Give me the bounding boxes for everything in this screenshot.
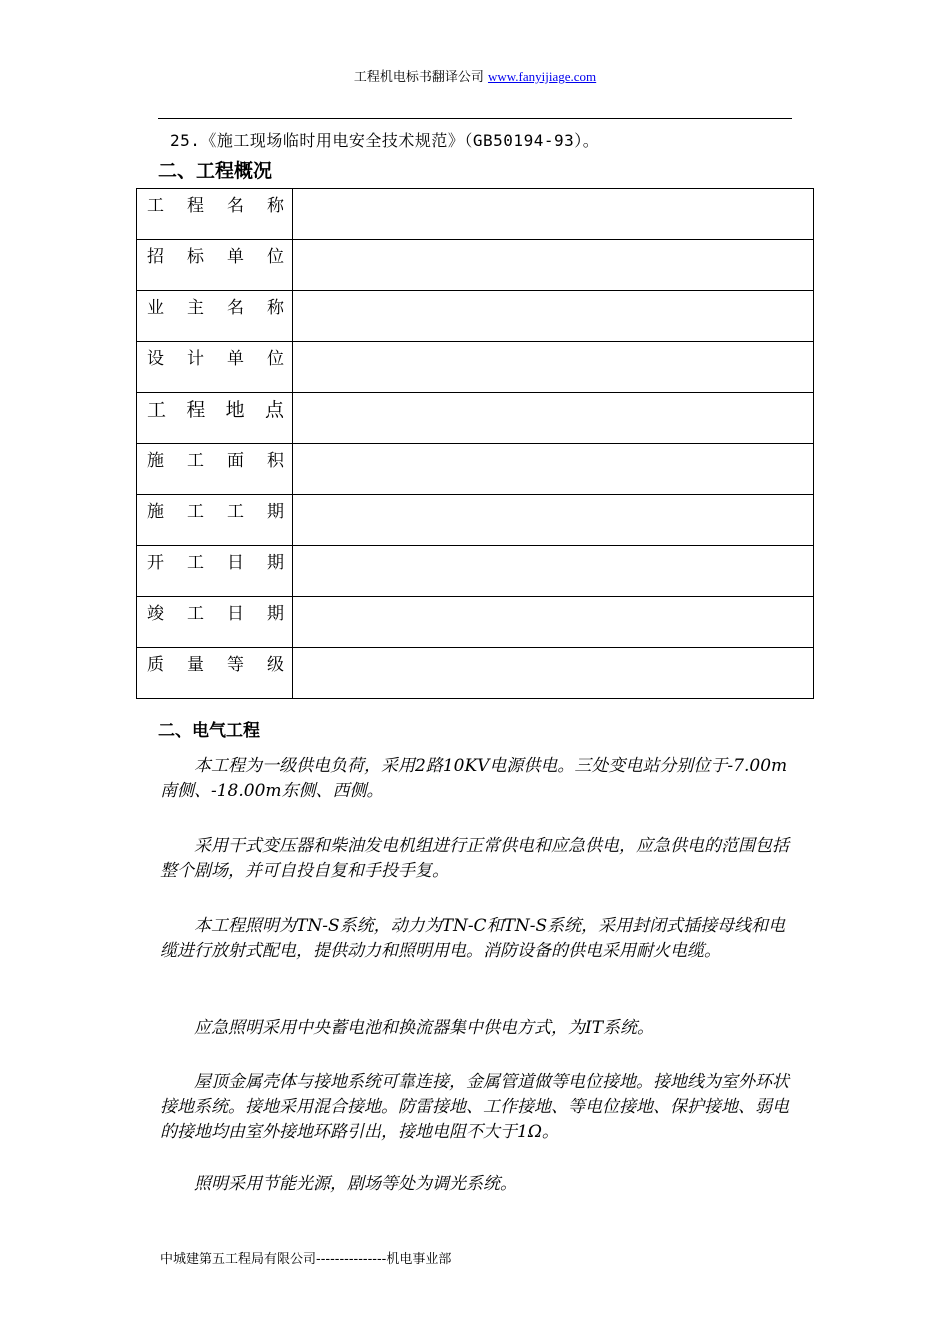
header-company: 工程机电标书翻译公司 bbox=[353, 70, 484, 85]
row-label: 业主名称 bbox=[137, 291, 293, 342]
row-value bbox=[293, 393, 814, 444]
paragraph-emergency-lighting: 应急照明采用中央蓄电池和换流器集中供电方式，为IT系统。 bbox=[194, 1018, 655, 1038]
row-label: 工程地点 bbox=[137, 393, 293, 444]
row-value bbox=[293, 444, 814, 495]
table-row bbox=[137, 444, 814, 495]
project-info-table bbox=[136, 188, 814, 699]
row-value bbox=[293, 597, 814, 648]
row-value bbox=[293, 546, 814, 597]
table-row bbox=[137, 189, 814, 240]
page-header bbox=[0, 66, 950, 85]
table-row bbox=[137, 393, 814, 444]
table-row bbox=[137, 597, 814, 648]
row-label: 工程名称 bbox=[137, 189, 293, 240]
row-label: 质量等级 bbox=[137, 648, 293, 699]
row-value bbox=[293, 648, 814, 699]
row-label: 竣工日期 bbox=[137, 597, 293, 648]
row-value bbox=[293, 291, 814, 342]
row-value bbox=[293, 342, 814, 393]
table-row bbox=[137, 291, 814, 342]
row-value bbox=[293, 189, 814, 240]
row-label: 施工面积 bbox=[137, 444, 293, 495]
paragraph-lighting: 照明采用节能光源，剧场等处为调光系统。 bbox=[194, 1174, 517, 1194]
table-row bbox=[137, 495, 814, 546]
header-divider bbox=[158, 118, 792, 119]
paragraph-distribution-system: 本工程照明为TN-S系统，动力为TN-C和TN-S系统，采用封闭式插接母线和电缆进行放射式配电，提供动力和照明用电。消防设备的供电采用耐火电缆。 bbox=[160, 916, 786, 961]
table-row bbox=[137, 546, 814, 597]
paragraph-grounding: 屋顶金属壳体与接地系统可靠连接，金属管道做等电位接地。接地线为室外环状接地系统。接地采用混合接地。防雷接地、工作接地、等电位接地、保护接地、弱电的接地均由室外接地环路引出，接地电阻不大于1Ω。 bbox=[160, 1072, 789, 1142]
header-link[interactable]: www.fanyijiage.com bbox=[487, 69, 597, 84]
paragraph-emergency-supply: 采用干式变压器和柴油发电机组进行正常供电和应急供电，应急供电的范围包括整个剧场，并可自投自复和手投手复。 bbox=[160, 836, 789, 881]
page-footer: 中城建第五工程局有限公司---------------机电事业部 bbox=[160, 1252, 452, 1267]
row-label: 开工日期 bbox=[137, 546, 293, 597]
table-row bbox=[137, 240, 814, 291]
row-label: 设计单位 bbox=[137, 342, 293, 393]
row-label: 招标单位 bbox=[137, 240, 293, 291]
section-title-overview: 二、工程概况 bbox=[158, 160, 273, 182]
table-row bbox=[137, 342, 814, 393]
row-value bbox=[293, 495, 814, 546]
reference-line: 25.《施工现场临时用电安全技术规范》（GB50194-93）。 bbox=[170, 131, 600, 150]
row-value bbox=[293, 240, 814, 291]
row-label: 施工工期 bbox=[137, 495, 293, 546]
paragraph-power-supply: 本工程为一级供电负荷，采用2路10KV电源供电。三处变电站分别位于-7.00m 南侧、-18.00m东侧、西侧。 bbox=[160, 756, 788, 801]
section-title-electrical: 二、电气工程 bbox=[158, 721, 260, 741]
table-row bbox=[137, 648, 814, 699]
